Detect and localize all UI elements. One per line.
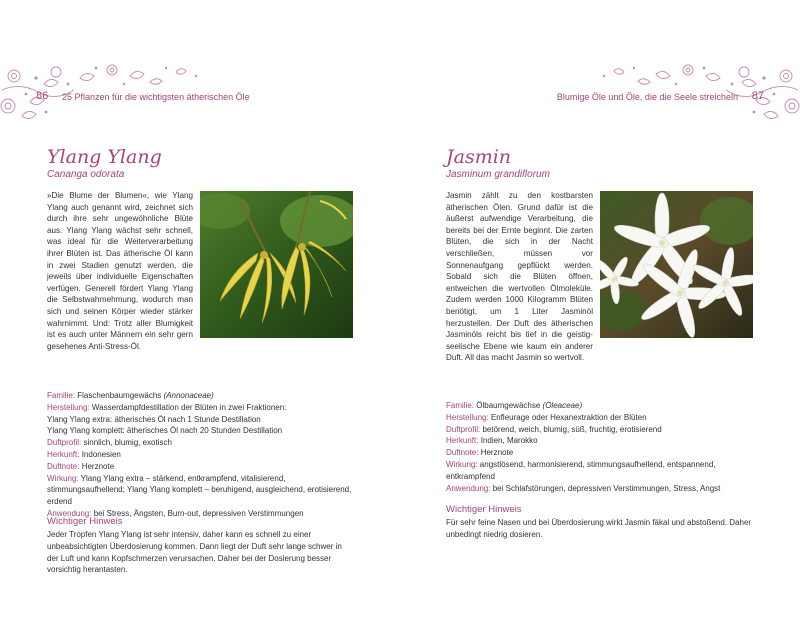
- intro-text: Jasmin zählt zu den kostbarsten ätherischen Ölen. Grund dafür ist die äußerst aufwendige Verarbeitung, die bereits bei der Ernte beginnt. Die zarten Blüten, die sich in der Nacht verschließen, müssen vor Sonnenaufgang gepflückt werden. Sobald sich die Blüten öffnen, entweichen die wertvollen Ölmoleküle. Zudem werden 1000 Kilogramm Blüten benötigt, um 1 Liter Jasminöl herzustellen. Der Duft des ätherischen Jasminöls reicht bis tief in die geistig-seelische Ebene wie kaum ein anderer Duft. All das macht Jasmin so wertvoll.: [446, 191, 593, 363]
- note-text: Jeder Tropfen Ylang Ylang ist sehr intensiv, daher kann es schnell zu einer unbeabsichtigten Überdosierung kommen. Dann liegt der Duft sehr lange schwer in der Luft und kann Kopfschmerzen verursachen. Daher bei der Dosierung besser vorsichtig herantasten.: [47, 530, 342, 575]
- fact-value: Ylang Ylang extra – stärkend, entkrampfend, vitalisierend, stimmungsaufhellend; Ylang Ylang komplett – beruhigend, ausgleichend, erotisierend, erdend: [47, 473, 352, 507]
- fact-label: Herstellung:: [446, 412, 489, 422]
- fact-value: Enfleurage oder Hexanextraktion der Blüten: [490, 412, 647, 422]
- fact-herstellung: [446, 412, 754, 424]
- latin-name: Cananga odorata: [47, 169, 125, 180]
- fact-value: betörend, weich, blumig, süß, fruchtig, erotisierend: [482, 424, 662, 434]
- fact-wirkung: [446, 459, 754, 483]
- fact-value: Wasserdampfdestillation der Blüten in zwei Fraktionen:: [91, 402, 287, 412]
- fact-duftprofil: [446, 424, 754, 436]
- plant-title: Ylang Ylang: [47, 146, 162, 168]
- fact-value: bei Schlafstörungen, depressiven Verstimmungen, Stress, Angst: [492, 483, 721, 493]
- note-heading: Wichtiger Hinweis: [47, 516, 123, 527]
- ylang-ylang-photo: [200, 191, 353, 338]
- fact-duftnote: [47, 461, 355, 473]
- fact-herkunft: [446, 435, 754, 447]
- fact-label: Familie:: [47, 391, 76, 400]
- fact-label: Wirkung:: [446, 459, 478, 469]
- fact-label: Duftnote:: [47, 461, 80, 471]
- jasmin-photo: [600, 191, 753, 338]
- fact-value: Flaschenbaumgewächs: [77, 391, 162, 400]
- fact-wirkung: [47, 473, 355, 508]
- page-number: 87: [751, 90, 764, 102]
- ylang-flower-image: [200, 191, 353, 338]
- fact-herstellung: [47, 402, 355, 414]
- fact-duftprofil: [47, 437, 355, 449]
- fact-value: Indien, Marokko: [480, 436, 538, 446]
- fact-anwendung: [446, 483, 754, 495]
- fact-latin: (Oleaceae): [542, 401, 583, 410]
- fact-value: sinnlich, blumig, exotisch: [83, 438, 172, 448]
- fact-latin: (Annonaceae): [163, 391, 214, 400]
- fact-value: Indonesien: [81, 449, 121, 459]
- fact-herkunft: [47, 449, 355, 461]
- right-page: [400, 0, 800, 640]
- note-heading: Wichtiger Hinweis: [446, 504, 522, 515]
- fact-label: Herkunft:: [446, 436, 479, 446]
- facts-list: [446, 400, 754, 494]
- note-text: Für sehr feine Nasen und bei Überdosierung wirkt Jasmin fäkal und abstoßend. Daher unbedingt niedrig dosieren.: [446, 518, 752, 539]
- fact-value: Ölbaumgewächse: [476, 401, 541, 410]
- fact-label: Wirkung:: [47, 473, 79, 483]
- fact-value: angstlösend, harmonisierend, stimmungsaufhellend, entspannend, entkrampfend: [446, 459, 716, 481]
- fact-label: Herstellung:: [47, 402, 90, 412]
- jasmin-flower-image: [600, 191, 753, 338]
- fact-herstellung-komplett: Ylang Ylang komplett: ätherisches Öl nach 20 Stunden Destillation: [47, 426, 283, 436]
- fact-value: bei Stress, Ängsten, Burn-out, depressiven Verstimmungen: [93, 508, 304, 518]
- fact-familie: [446, 400, 754, 412]
- fact-value: Herznote: [480, 448, 514, 458]
- running-header: 25 Pflanzen für die wichtigsten ätherischen Öle: [62, 92, 250, 102]
- fact-herstellung-extra: Ylang Ylang extra: ätherisches Öl nach 1 Stunde Destillation: [47, 414, 261, 424]
- fact-label: Duftprofil:: [47, 438, 82, 448]
- plant-title: Jasmin: [446, 146, 512, 168]
- facts-list: [47, 390, 355, 520]
- fact-duftnote: [446, 447, 754, 459]
- fact-label: Familie:: [446, 401, 475, 410]
- fact-label: Anwendung:: [47, 508, 92, 518]
- fact-familie: [47, 390, 355, 402]
- latin-name: Jasminum grandiflorum: [446, 169, 550, 180]
- fact-label: Anwendung:: [446, 483, 491, 493]
- intro-text: »Die Blume der Blumen«, wie Ylang Ylang auch genannt wird, zeichnet sich durch ihre sehr ungewöhnliche Blüte aus. Ylang Ylang wächst sehr schnell, was ideal für die Weiterverarbeitung ihrer Blüten ist. Das ätherische Öl kann in zwei Stadien genutzt werden, die jeweils über individuelle Eigenschaften verfügen. Generell fördert Ylang Ylang die Selbstwahrnehmung, wodurch man sich und seinen Körper wieder stärker wahrnimmt. Und: Trotz aller Blumigkeit ist es auch unter Männern ein sehr gern gesehenes Anti-Stress-Öl.: [47, 191, 193, 351]
- fact-value: Herznote: [81, 461, 115, 471]
- fact-label: Herkunft:: [47, 449, 80, 459]
- fact-label: Duftnote:: [446, 448, 479, 458]
- page-number: 86: [36, 90, 49, 102]
- fact-label: Duftprofil:: [446, 424, 481, 434]
- running-header: Blumige Öle und Öle, die die Seele streicheln: [556, 92, 738, 102]
